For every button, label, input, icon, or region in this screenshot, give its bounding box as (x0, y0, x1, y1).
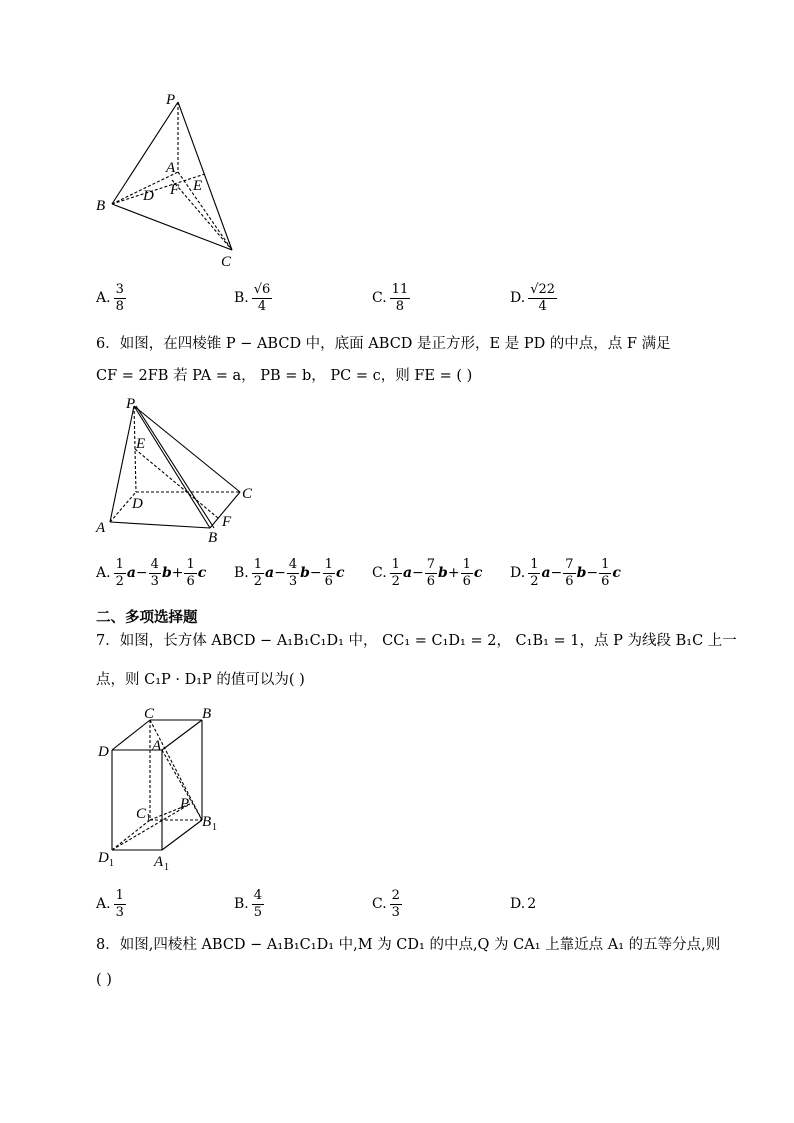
q6-option-c[interactable]: C. $\frac{1}{2}$ a − $\frac{7}{6}$ b + $\frac{1}{6}$ c (372, 556, 483, 589)
label-P: P (166, 92, 176, 108)
q5-option-a[interactable]: A. $\frac{3}{8}$ (96, 281, 124, 314)
label-C: C (144, 706, 155, 722)
section-heading: 二、多项选择题 (96, 609, 198, 626)
label-E: E (136, 436, 146, 452)
label-A1-sub: 1 (164, 862, 169, 873)
q5-option-c[interactable]: C. $\frac{11}{8}$ (372, 281, 409, 314)
q7-line-1: 7．如图，长方体 ABCD − A₁B₁C₁D₁ 中， CC₁ = C₁D₁ = 2， C₁B₁ = 1，点 P 为线段 B₁C 上一 (96, 633, 737, 649)
label-B1: B (202, 814, 212, 830)
label-F: F (222, 514, 232, 530)
q7-option-b[interactable]: B. $\frac{4}{5}$ (234, 887, 263, 920)
label-C1-sub: 1 (146, 813, 151, 824)
label-C1: C (136, 806, 147, 822)
label-D: D (132, 496, 143, 512)
label-B: B (96, 198, 106, 214)
q6-option-a[interactable]: A. $\frac{1}{2}$ a − $\frac{4}{3}$ b + $\frac{1}{6}$ c (96, 556, 207, 589)
q6-option-d[interactable]: D. $\frac{1}{2}$ a − $\frac{7}{6}$ b − $\frac{1}{6}$ c (510, 556, 621, 589)
label-P: P (126, 396, 136, 412)
q6-option-b[interactable]: B. $\frac{1}{2}$ a − $\frac{4}{3}$ b − $\frac{1}{6}$ c (234, 556, 345, 589)
label-C: C (242, 486, 253, 502)
label-F: F (170, 182, 180, 198)
label-D1-sub: 1 (109, 858, 114, 869)
q7-options (96, 884, 716, 924)
q7-option-c[interactable]: C. $\frac{2}{3}$ (372, 887, 400, 920)
q7-line-2: 点，则 C₁P · D₁P 的值可以为( ) (96, 672, 305, 688)
figure-q6-pyramid (90, 392, 270, 544)
label-B1-sub: 1 (212, 822, 217, 833)
label-A: A (96, 520, 106, 536)
label-A1: A (154, 854, 164, 870)
q7-option-d[interactable]: D. 2 (510, 896, 537, 912)
figure-q7-cuboid (90, 700, 230, 872)
q6-options (96, 553, 716, 593)
label-A: A (166, 160, 176, 176)
q8-line-1: 8．如图,四棱柱 ABCD − A₁B₁C₁D₁ 中,M 为 CD₁ 的中点,Q 为 CA₁ 上靠近点 A₁ 的五等分点,则 (96, 937, 721, 953)
q5-option-b[interactable]: B. $\frac{√6}{4}$ (234, 281, 271, 314)
label-C: C (221, 254, 232, 270)
label-D: D (98, 744, 109, 760)
label-B: B (208, 530, 218, 546)
q5-option-d[interactable]: D. $\frac{√22}{4}$ (510, 281, 556, 314)
label-P: P (180, 796, 190, 812)
figure-q5-tetrahedron (90, 92, 260, 272)
label-D1: D (98, 850, 109, 866)
label-D: D (143, 188, 154, 204)
label-A: A (152, 738, 162, 754)
q5-options (96, 278, 716, 318)
q6-line-1: 6．如图，在四棱锥 P − ABCD 中，底面 ABCD 是正方形，E 是 PD 的中点，点 F 满足 (96, 336, 671, 352)
q7-option-a[interactable]: A. $\frac{1}{3}$ (96, 887, 124, 920)
label-B: B (202, 706, 212, 722)
q8-line-2: ( ) (96, 972, 112, 988)
q6-line-2: CF = 2FB 若 PA = a， PB = b， PC = c，则 FE = ( ) (96, 368, 473, 384)
label-E: E (193, 178, 203, 194)
